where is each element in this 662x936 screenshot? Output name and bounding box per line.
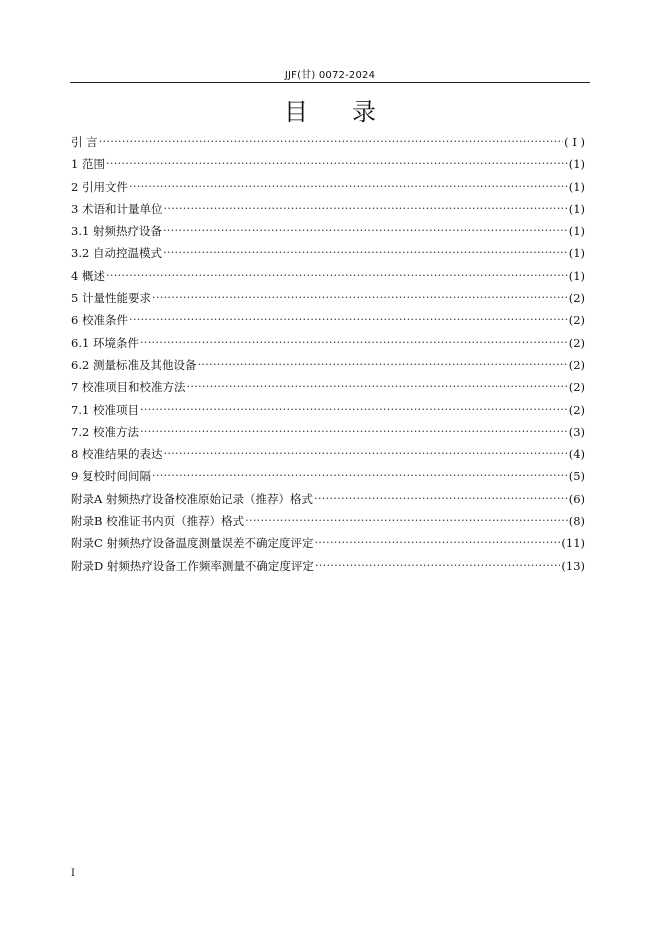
toc-entry-label: 8 校准结果的表达 bbox=[71, 447, 163, 462]
toc-entry-7[interactable] bbox=[71, 376, 585, 398]
toc-entry-7-1[interactable] bbox=[71, 399, 585, 421]
toc-leader bbox=[129, 308, 568, 330]
toc-entry-label: 2 引用文件 bbox=[71, 179, 128, 194]
toc-page-number: (4) bbox=[568, 447, 585, 462]
toc-entry-label: 引 言 bbox=[71, 135, 98, 149]
toc-page-number: (3) bbox=[568, 424, 585, 439]
toc-page-number: (13) bbox=[561, 558, 585, 573]
table-of-contents bbox=[71, 131, 585, 577]
toc-leader bbox=[245, 509, 568, 531]
toc-page-number: (2) bbox=[568, 313, 585, 328]
toc-page-number: (1) bbox=[568, 268, 585, 283]
toc-entry-label: 附录C 射频热疗设备温度测量误差不确定度评定 bbox=[71, 536, 314, 551]
toc-leader bbox=[106, 152, 568, 174]
toc-page-number: (2) bbox=[568, 380, 585, 395]
toc-leader bbox=[314, 487, 568, 509]
toc-entry-appendix-b[interactable] bbox=[71, 510, 585, 532]
toc-entry-label: 9 复校时间间隔 bbox=[71, 469, 151, 484]
toc-entry-label: 6 校准条件 bbox=[71, 313, 128, 328]
document-code: JJF(甘) 0072-2024 bbox=[284, 70, 376, 81]
toc-entry-label: 7.2 校准方法 bbox=[71, 424, 139, 439]
toc-leader bbox=[163, 442, 567, 464]
toc-entry-4[interactable] bbox=[71, 265, 585, 287]
toc-entry-label: 附录D 射频热疗设备工作频率测量不确定度评定 bbox=[71, 558, 314, 573]
toc-leader bbox=[186, 375, 567, 397]
toc-entry-label: 附录A 射频热疗设备校准原始记录（推荐）格式 bbox=[71, 491, 313, 506]
toc-leader bbox=[129, 175, 568, 197]
toc-leader bbox=[99, 130, 564, 152]
toc-entry-9[interactable] bbox=[71, 465, 585, 487]
toc-entry-1[interactable] bbox=[71, 153, 585, 175]
toc-leader bbox=[197, 353, 567, 375]
toc-entry-label: 6.2 测量标准及其他设备 bbox=[71, 357, 197, 372]
toc-leader bbox=[106, 264, 568, 286]
toc-entry-2[interactable] bbox=[71, 176, 585, 198]
toc-entry-label: 7 校准项目和校准方法 bbox=[71, 380, 186, 395]
toc-leader bbox=[140, 420, 568, 442]
toc-entry-label: 6.1 环境条件 bbox=[71, 335, 139, 350]
toc-page-number: (2) bbox=[568, 335, 585, 350]
toc-entry-appendix-c[interactable] bbox=[71, 532, 585, 554]
toc-page-number: (1) bbox=[568, 246, 585, 261]
toc-entry-6-2[interactable] bbox=[71, 354, 585, 376]
toc-entry-label: 1 范围 bbox=[71, 157, 105, 172]
toc-page-number: ( Ⅰ ) bbox=[564, 135, 585, 149]
toc-page-number: (2) bbox=[568, 402, 585, 417]
toc-entry-label: 3 术语和计量单位 bbox=[71, 201, 163, 216]
toc-leader bbox=[152, 464, 568, 486]
toc-page-number: (8) bbox=[568, 514, 585, 529]
toc-entry-label: 附录B 校准证书内页（推荐）格式 bbox=[71, 514, 245, 529]
toc-entry-foreword[interactable] bbox=[71, 131, 585, 153]
toc-leader bbox=[314, 531, 560, 553]
toc-page-number: (1) bbox=[568, 157, 585, 172]
toc-leader bbox=[140, 331, 568, 353]
header-rule bbox=[70, 82, 590, 83]
toc-entry-label: 4 概述 bbox=[71, 268, 105, 283]
page-number: I bbox=[71, 868, 75, 879]
toc-entry-label: 3.1 射频热疗设备 bbox=[71, 224, 162, 239]
toc-entry-6[interactable] bbox=[71, 309, 585, 331]
toc-page-number: (5) bbox=[568, 469, 585, 484]
toc-leader bbox=[315, 554, 561, 576]
toc-entry-3-1[interactable] bbox=[71, 220, 585, 242]
toc-leader bbox=[140, 398, 568, 420]
toc-entry-label: 7.1 校准项目 bbox=[71, 402, 139, 417]
toc-leader bbox=[152, 286, 568, 308]
toc-entry-3-2[interactable] bbox=[71, 242, 585, 264]
toc-page-number: (2) bbox=[568, 357, 585, 372]
toc-entry-label: 5 计量性能要求 bbox=[71, 291, 151, 306]
page-title bbox=[70, 92, 590, 127]
toc-leader bbox=[163, 241, 568, 263]
toc-page-number: (6) bbox=[568, 491, 585, 506]
toc-entry-appendix-d[interactable] bbox=[71, 555, 585, 577]
toc-entry-5[interactable] bbox=[71, 287, 585, 309]
toc-entry-6-1[interactable] bbox=[71, 332, 585, 354]
toc-page-number: (1) bbox=[568, 201, 585, 216]
toc-leader bbox=[163, 219, 568, 241]
toc-leader bbox=[163, 197, 567, 219]
toc-entry-7-2[interactable] bbox=[71, 421, 585, 443]
toc-page-number: (11) bbox=[561, 536, 585, 551]
toc-page-number: (1) bbox=[568, 224, 585, 239]
toc-page-number: (1) bbox=[568, 179, 585, 194]
title-char-1: 目 bbox=[284, 98, 308, 126]
toc-entry-label: 3.2 自动控温模式 bbox=[71, 246, 162, 261]
toc-page-number: (2) bbox=[568, 291, 585, 306]
toc-entry-3[interactable] bbox=[71, 198, 585, 220]
title-char-2: 录 bbox=[352, 98, 376, 126]
toc-entry-appendix-a[interactable] bbox=[71, 488, 585, 510]
toc-entry-8[interactable] bbox=[71, 443, 585, 465]
